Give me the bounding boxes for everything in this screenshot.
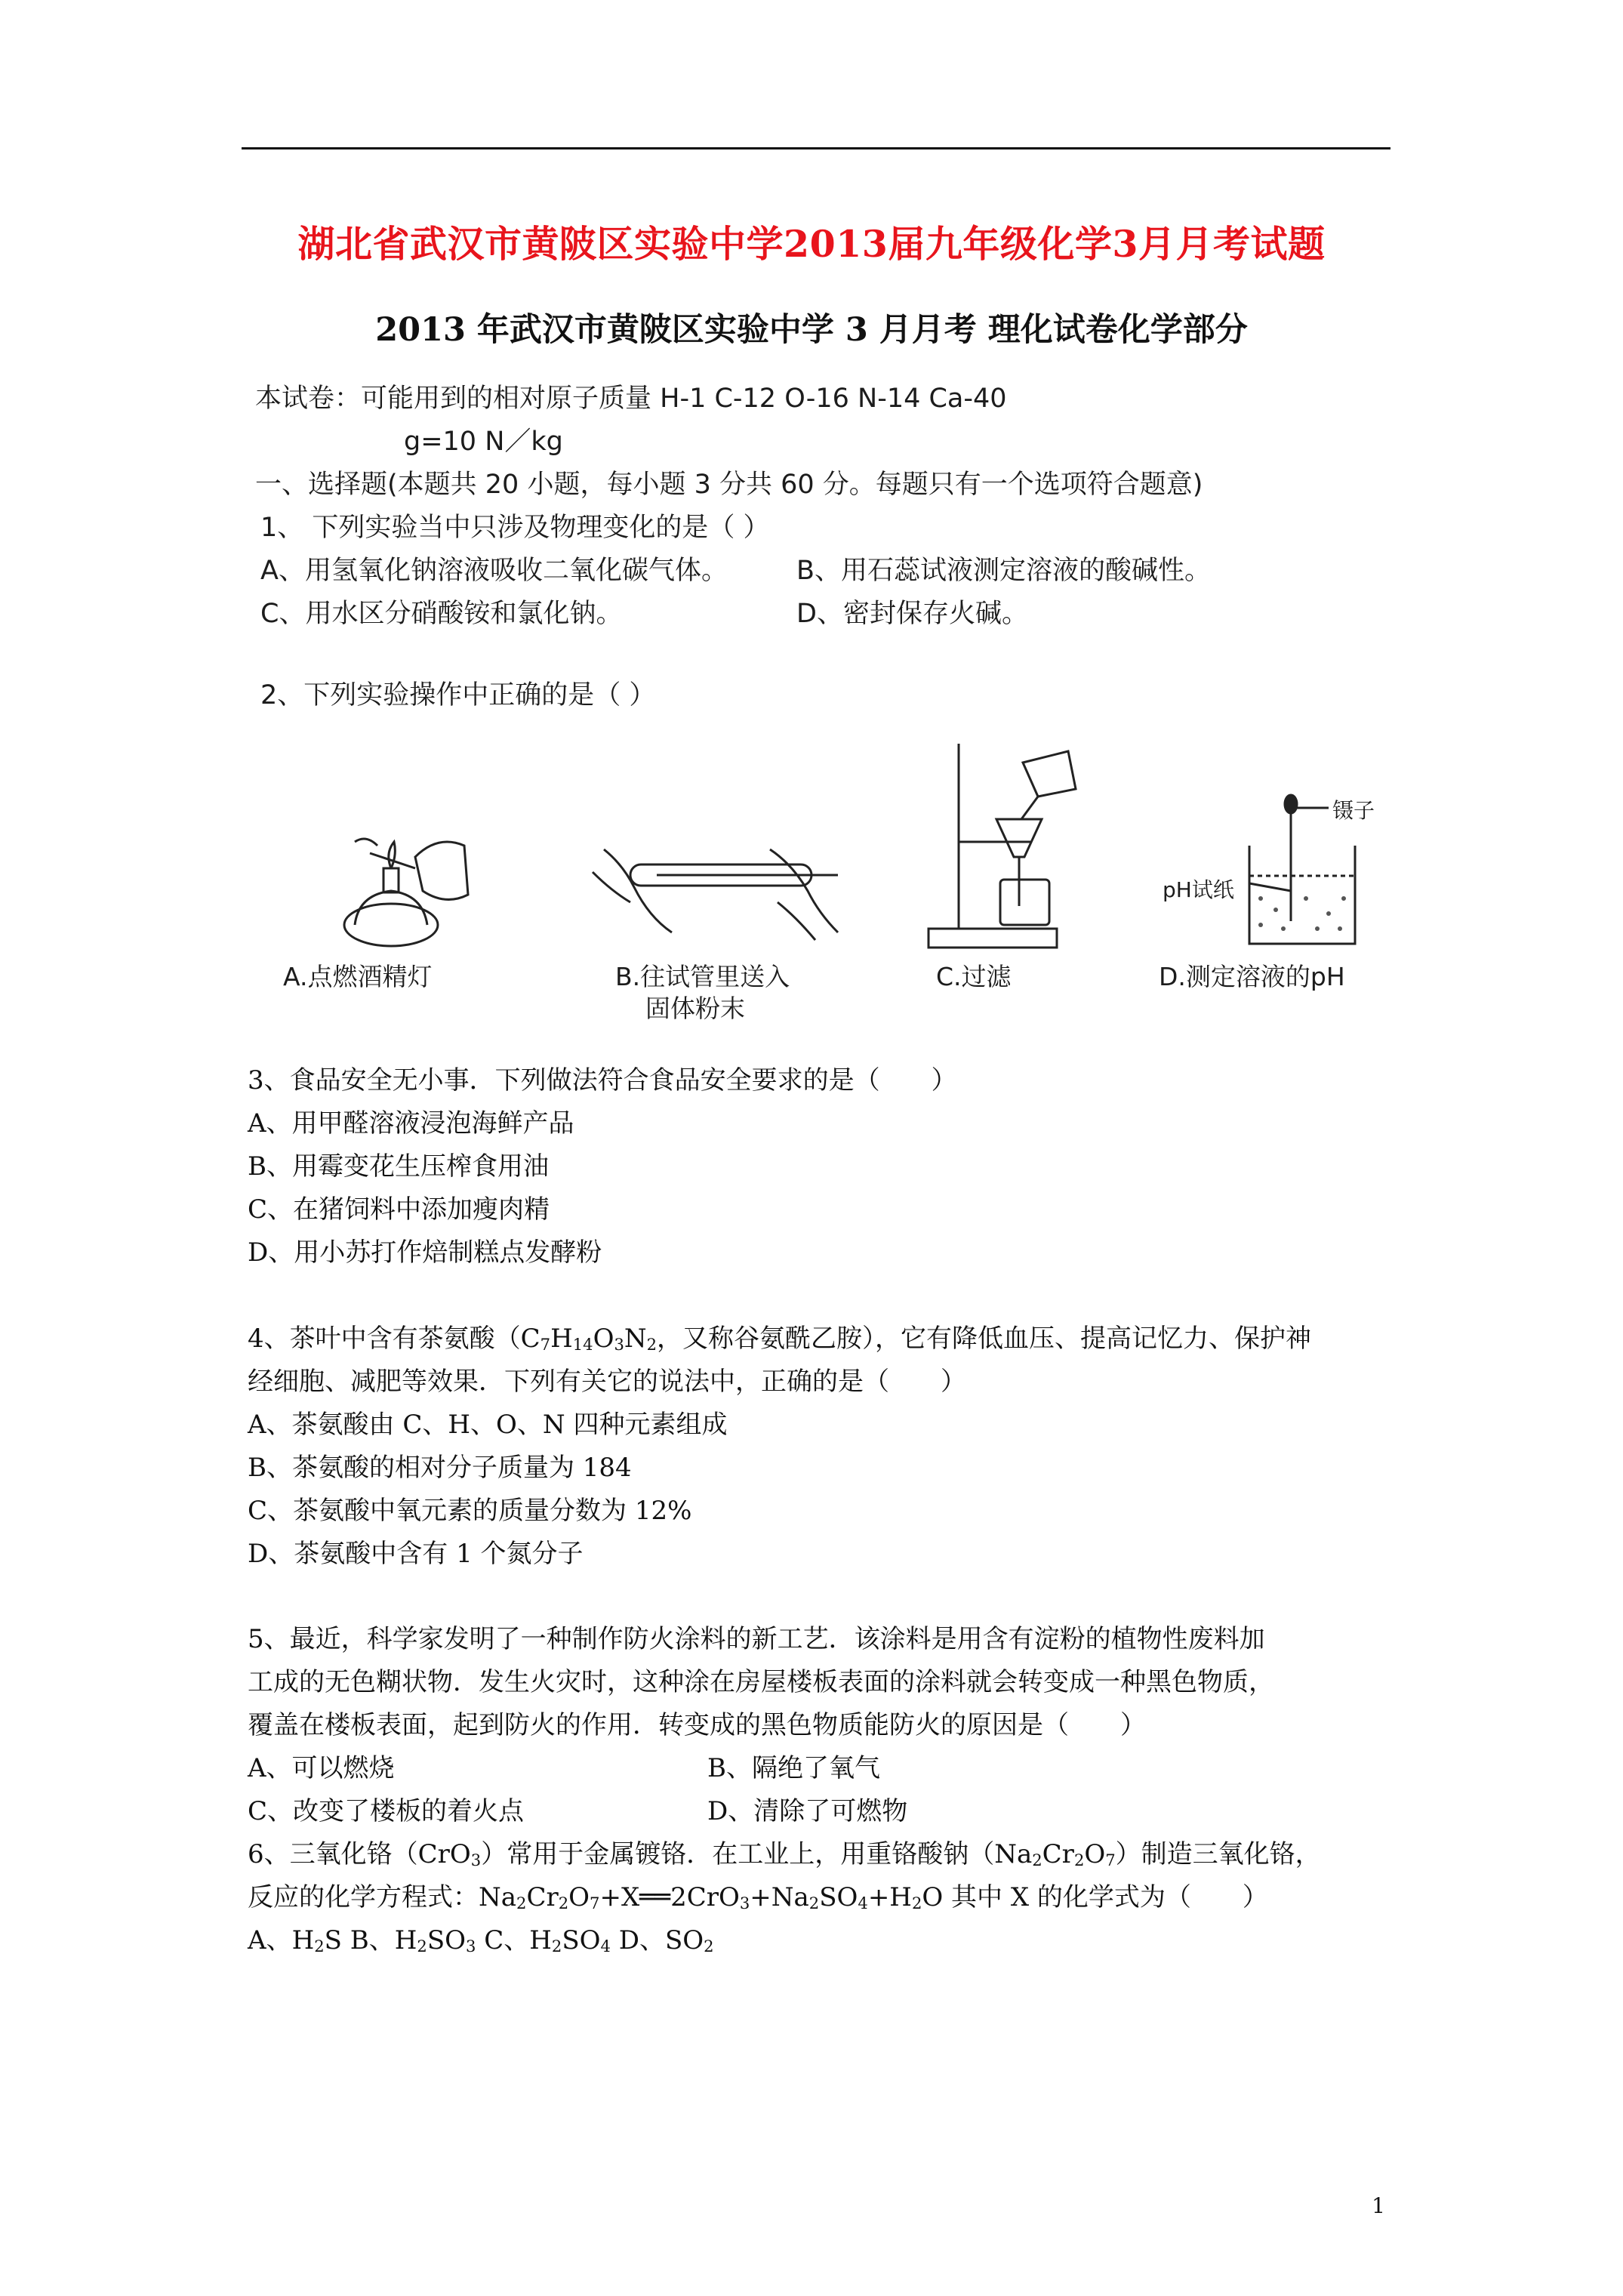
q4-option-b: B、茶氨酸的相对分子质量为 184 (248, 1453, 632, 1483)
q2-caption-b-line1: B.往试管里送入 (615, 962, 790, 991)
q3-option-d: D、用小苏打作焙制糕点发酵粉 (248, 1237, 602, 1268)
intro-line-2: g=10 N／kg (404, 427, 563, 457)
q5-option-d: D、清除了可燃物 (707, 1796, 908, 1826)
q1-option-d: D、密封保存火碱。 (796, 599, 1028, 629)
alcohol-lamp-figure (325, 812, 483, 963)
q6-stem-line1: 6、三氧化铬（CrO$_3$）常用于金属镀铬．在工业上，用重铬酸钠$(Na_2Cr_2O_7)$制造三氧化铬， (248, 1839, 1321, 1870)
q3-option-c: C、在猪饲料中添加瘦肉精 (248, 1194, 550, 1225)
header-rule (242, 147, 1390, 149)
q1-option-b: B、用石蕊试液测定溶液的酸碱性。 (796, 556, 1212, 586)
q2-caption-a: A.点燃酒精灯 (283, 962, 433, 991)
q4-stem-line2: 经细胞、减肥等效果．下列有关它的说法中，正确的是（ ） (248, 1367, 966, 1397)
section-heading: 一、选择题(本题共 20 小题，每小题 3 分共 60 分。每题只有一个选项符合题意) (255, 470, 1203, 500)
q2-label-ph-paper: pH试纸 (1163, 877, 1234, 902)
q6-stem-line2: 反应的化学方程式：$Na_2Cr_2O_7+X══2CrO_3+Na_2SO_4+H_2O$ 其中 X 的化学式为（ ） (248, 1882, 1268, 1913)
sub-title: 2013 年武汉市黄陂区实验中学 3 月月考 理化试卷化学部分 (375, 311, 1248, 349)
q6-options: A、$H_2S$ B、$H_2SO_3$ C、$H_2SO_4$ D、$SO_2$ (248, 1925, 714, 1956)
q1-option-c: C、用水区分硝酸铵和氯化钠。 (260, 599, 623, 629)
test-tube-figure (589, 819, 845, 948)
q2-label-tweezers: 镊子 (1332, 798, 1375, 823)
q4-option-a: A、茶氨酸由 C、H、O、N 四种元素组成 (248, 1410, 728, 1440)
q2-stem: 2、下列实验操作中正确的是（ ） (260, 680, 656, 710)
q5-stem-line3: 覆盖在楼板表面，起到防火的作用．转变成的黑色物质能防火的原因是（ ） (248, 1710, 1146, 1740)
q4-option-d: D、茶氨酸中含有 1 个氮分子 (248, 1539, 584, 1569)
q3-stem: 3、食品安全无小事．下列做法符合食品安全要求的是（ ） (248, 1065, 957, 1096)
q5-option-b: B、隔绝了氧气 (707, 1753, 880, 1783)
q2-caption-b-line2: 固体粉末 (645, 994, 745, 1023)
q4-stem-line1: 4、茶叶中含有茶氨酸（$C_7H_{14}O_3N_2$，又称谷氨酰乙胺），它有降低血压、提高记忆力、保护神 (248, 1324, 1312, 1354)
q4-option-c: C、茶氨酸中氧元素的质量分数为 12% (248, 1496, 692, 1526)
intro-line-1: 本试卷：可能用到的相对原子质量 H-1 C-12 O-16 N-14 Ca-40 (255, 384, 1007, 414)
page-number: 1 (1372, 2193, 1385, 2218)
q5-stem-line1: 5、最近，科学家发明了一种制作防火涂料的新工艺．该涂料是用含有淀粉的植物性废料加 (248, 1624, 1265, 1654)
q3-option-b: B、用霉变花生压榨食用油 (248, 1151, 549, 1182)
q5-stem-line2: 工成的无色糊状物．发生火灾时，这种涂在房屋楼板表面的涂料就会转变成一种黑色物质， (248, 1667, 1274, 1697)
q3-option-a: A、用甲醛溶液浸泡海鲜产品 (248, 1108, 574, 1139)
q2-caption-d: D.测定溶液的pH (1159, 962, 1345, 991)
q1-option-a: A、用氢氧化钠溶液吸收二氧化碳气体。 (260, 556, 728, 586)
q5-option-c: C、改变了楼板的着火点 (248, 1796, 525, 1826)
filtration-figure (925, 736, 1091, 955)
q2-caption-c: C.过滤 (936, 962, 1012, 991)
q5-option-a: A、可以燃烧 (248, 1753, 395, 1783)
main-title: 湖北省武汉市黄陂区实验中学2013届九年级化学3月月考试题 (297, 222, 1326, 266)
q1-stem: 1、 下列实验当中只涉及物理变化的是（ ） (260, 513, 770, 543)
